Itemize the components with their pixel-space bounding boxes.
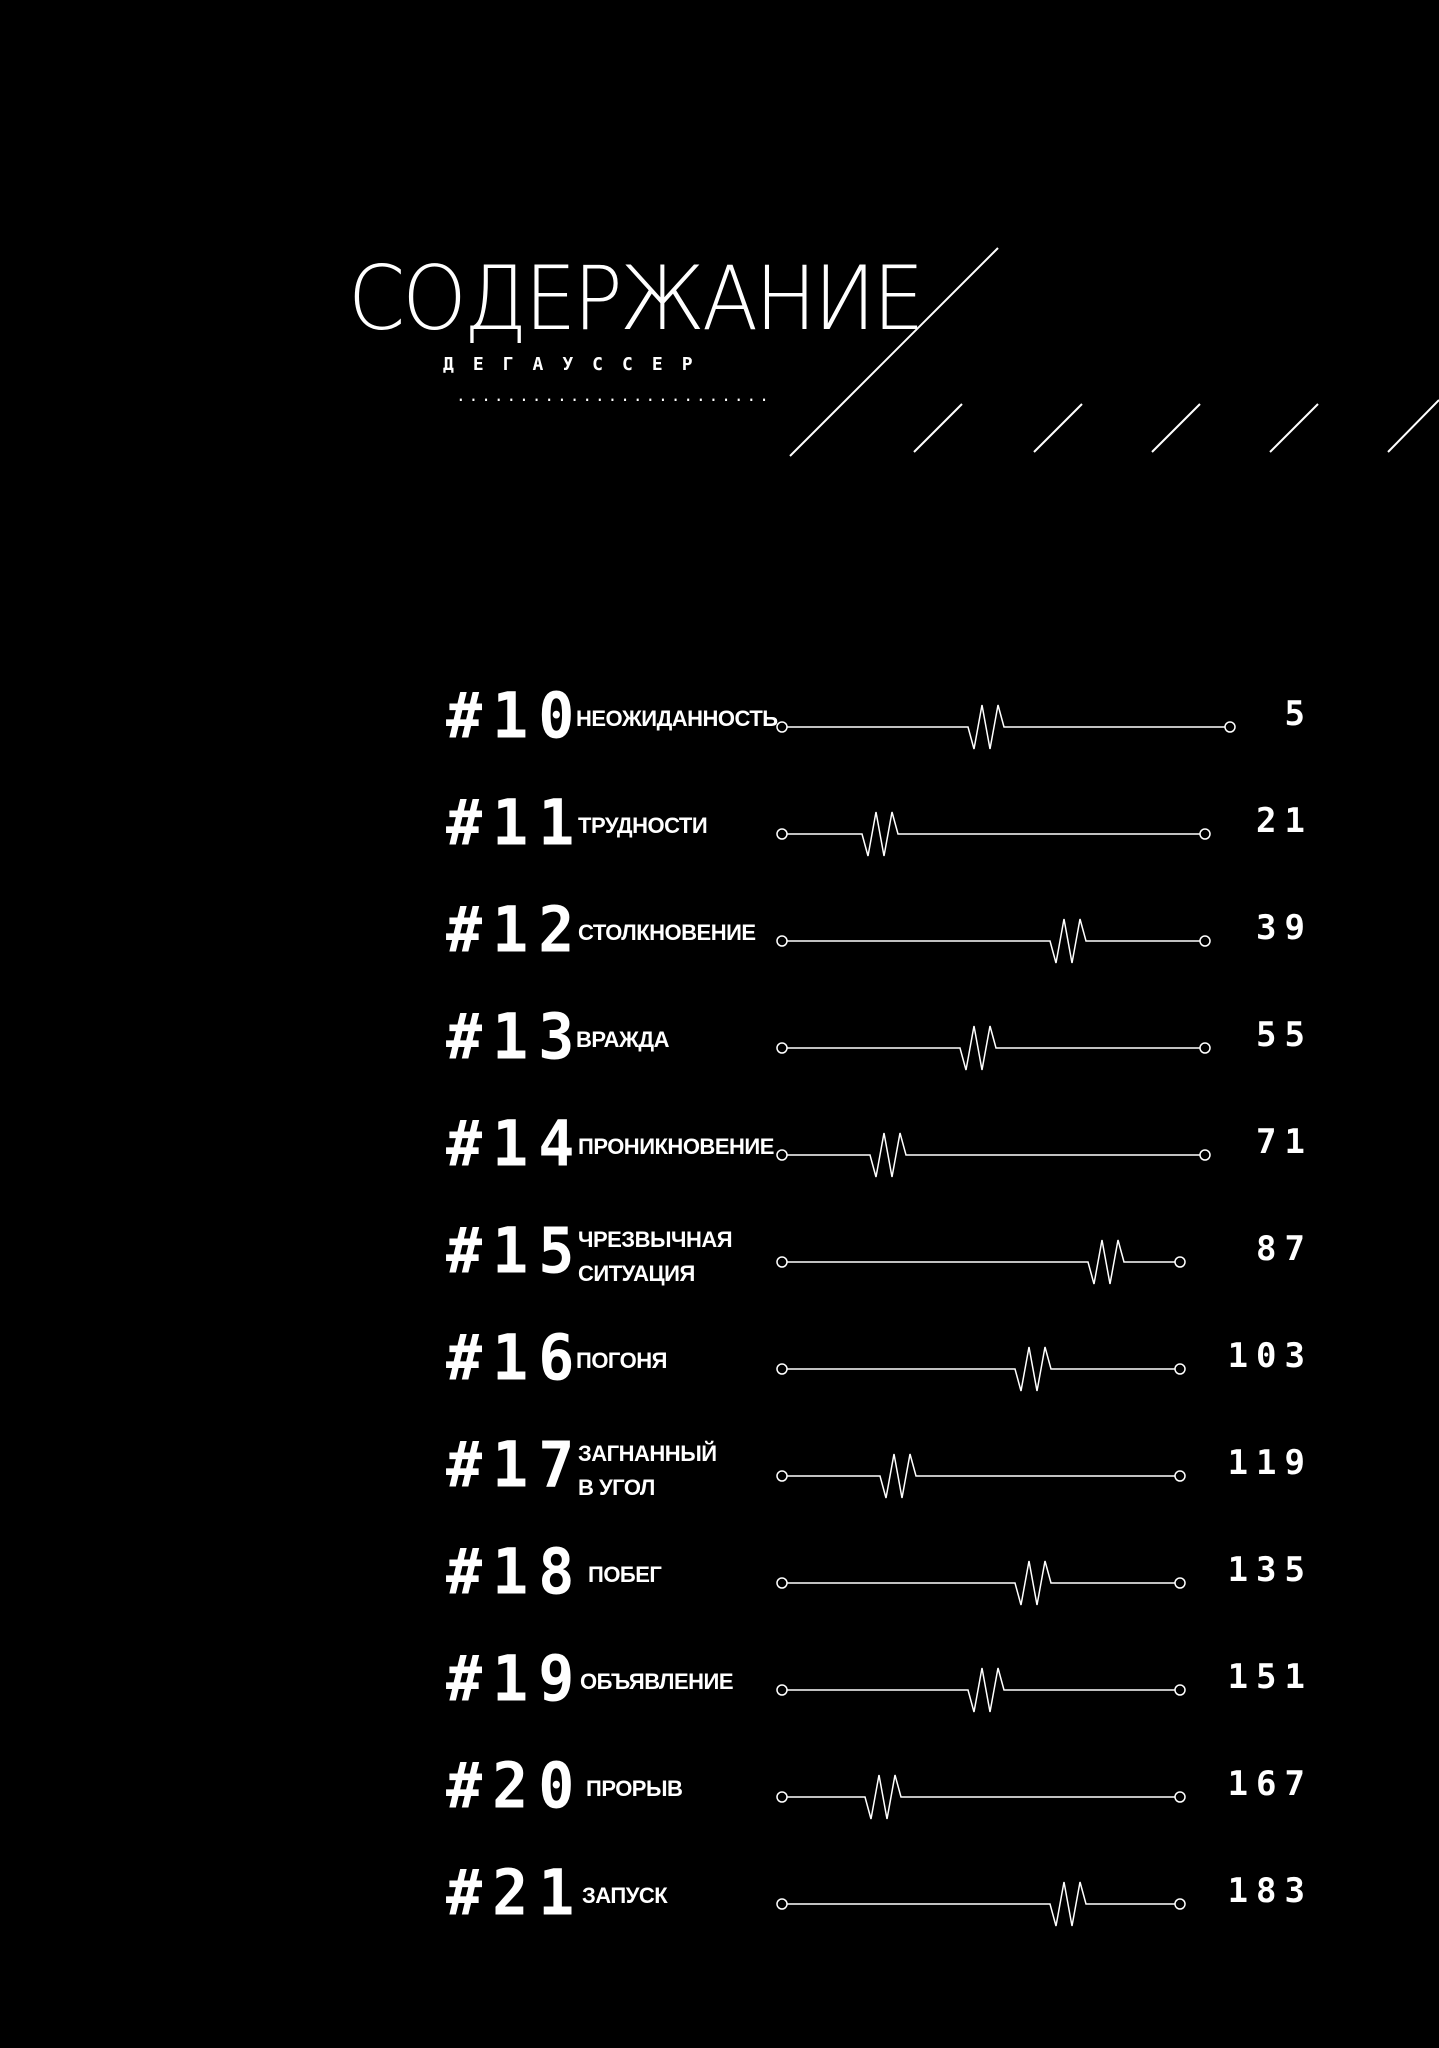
heartbeat-line-icon xyxy=(770,1536,1250,1616)
chapter-title-line: ЗАГНАННЫЙ xyxy=(578,1441,717,1466)
chapter-title-line: ПОБЕГ xyxy=(588,1562,662,1587)
heartbeat-line-icon xyxy=(770,787,1250,867)
toc-entry[interactable] xyxy=(0,1215,1439,1322)
series-subtitle: ДЕГАУССЕР xyxy=(443,354,712,375)
chapter-title xyxy=(576,702,778,736)
toc-entry[interactable] xyxy=(0,1108,1439,1215)
page-number: 183 xyxy=(1227,1871,1313,1911)
page-number: 151 xyxy=(1227,1657,1313,1697)
toc-entry[interactable] xyxy=(0,1001,1439,1108)
heartbeat-line-icon xyxy=(770,894,1250,974)
chapter-title xyxy=(576,1344,667,1378)
chapter-title xyxy=(578,1437,717,1505)
toc-entry[interactable] xyxy=(0,1429,1439,1536)
heartbeat-line-icon xyxy=(770,1215,1250,1295)
toc-entry[interactable] xyxy=(0,1536,1439,1643)
chapter-number: #20 xyxy=(446,1750,585,1824)
chapter-title xyxy=(578,916,756,950)
chapter-number: #21 xyxy=(446,1857,585,1931)
toc-entry[interactable] xyxy=(0,1643,1439,1750)
chapter-title-line: ПРОРЫВ xyxy=(586,1776,683,1801)
chapter-title xyxy=(578,1130,774,1164)
heartbeat-line-icon xyxy=(770,1001,1250,1081)
chapter-title-line: СТОЛКНОВЕНИЕ xyxy=(578,920,756,945)
chapter-title xyxy=(578,1223,732,1291)
heartbeat-line-icon xyxy=(770,1108,1250,1188)
page-number: 21 xyxy=(1256,801,1313,841)
chapter-number: #11 xyxy=(446,787,585,861)
chapter-title-line: ЗАПУСК xyxy=(582,1883,668,1908)
chapter-number: #13 xyxy=(446,1001,585,1075)
toc-entry[interactable] xyxy=(0,894,1439,1001)
toc-entry[interactable] xyxy=(0,1322,1439,1429)
chapter-title-line: НЕОЖИДАННОСТЬ xyxy=(576,706,778,731)
page-number: 119 xyxy=(1227,1443,1313,1483)
toc-entry[interactable] xyxy=(0,1857,1439,1964)
chapter-title-line: ПОГОНЯ xyxy=(576,1348,667,1373)
toc-entry[interactable] xyxy=(0,1750,1439,1857)
heartbeat-line-icon xyxy=(770,1429,1250,1509)
heartbeat-line-icon xyxy=(770,680,1250,760)
chapter-title xyxy=(582,1879,667,1913)
page-number: 5 xyxy=(1284,694,1313,734)
chapter-title-line: В УГОЛ xyxy=(578,1475,655,1500)
page-number: 87 xyxy=(1256,1229,1313,1269)
chapter-number: #17 xyxy=(446,1429,585,1503)
heartbeat-line-icon xyxy=(770,1857,1250,1937)
chapter-title xyxy=(576,1023,669,1057)
toc-entry[interactable] xyxy=(0,787,1439,894)
chapter-title xyxy=(578,809,707,843)
chapter-title xyxy=(586,1772,682,1806)
chapter-title-line: СИТУАЦИЯ xyxy=(578,1261,695,1286)
chapter-title-line: ПРОНИКНОВЕНИЕ xyxy=(578,1134,774,1159)
page-number: 135 xyxy=(1227,1550,1313,1590)
diagonal-lines-decoration xyxy=(0,0,1439,480)
chapter-title-line: ОБЪЯВЛЕНИЕ xyxy=(580,1669,734,1694)
chapter-number: #19 xyxy=(446,1643,585,1717)
chapter-title-line: ТРУДНОСТИ xyxy=(578,813,708,838)
toc-entry[interactable] xyxy=(0,680,1439,787)
page-number: 103 xyxy=(1227,1336,1313,1376)
chapter-number: #10 xyxy=(446,680,585,754)
page-number: 39 xyxy=(1256,908,1313,948)
chapter-title-line: ЧРЕЗВЫЧНАЯ xyxy=(578,1227,733,1252)
heartbeat-line-icon xyxy=(770,1643,1250,1723)
toc-title: СОДЕРЖАНИЕ xyxy=(348,248,922,351)
chapter-number: #18 xyxy=(446,1536,585,1610)
page-number: 167 xyxy=(1227,1764,1313,1804)
chapter-number: #14 xyxy=(446,1108,585,1182)
chapter-number: #16 xyxy=(446,1322,585,1396)
chapter-number: #15 xyxy=(446,1215,585,1289)
chapter-title-line: ВРАЖДА xyxy=(576,1027,669,1052)
heartbeat-line-icon xyxy=(770,1750,1250,1830)
dotted-divider: ......................... xyxy=(456,386,772,405)
page-number: 55 xyxy=(1256,1015,1313,1055)
page-number: 71 xyxy=(1256,1122,1313,1162)
heartbeat-line-icon xyxy=(770,1322,1250,1402)
chapter-title xyxy=(580,1665,733,1699)
chapter-number: #12 xyxy=(446,894,585,968)
chapter-title xyxy=(588,1558,661,1592)
